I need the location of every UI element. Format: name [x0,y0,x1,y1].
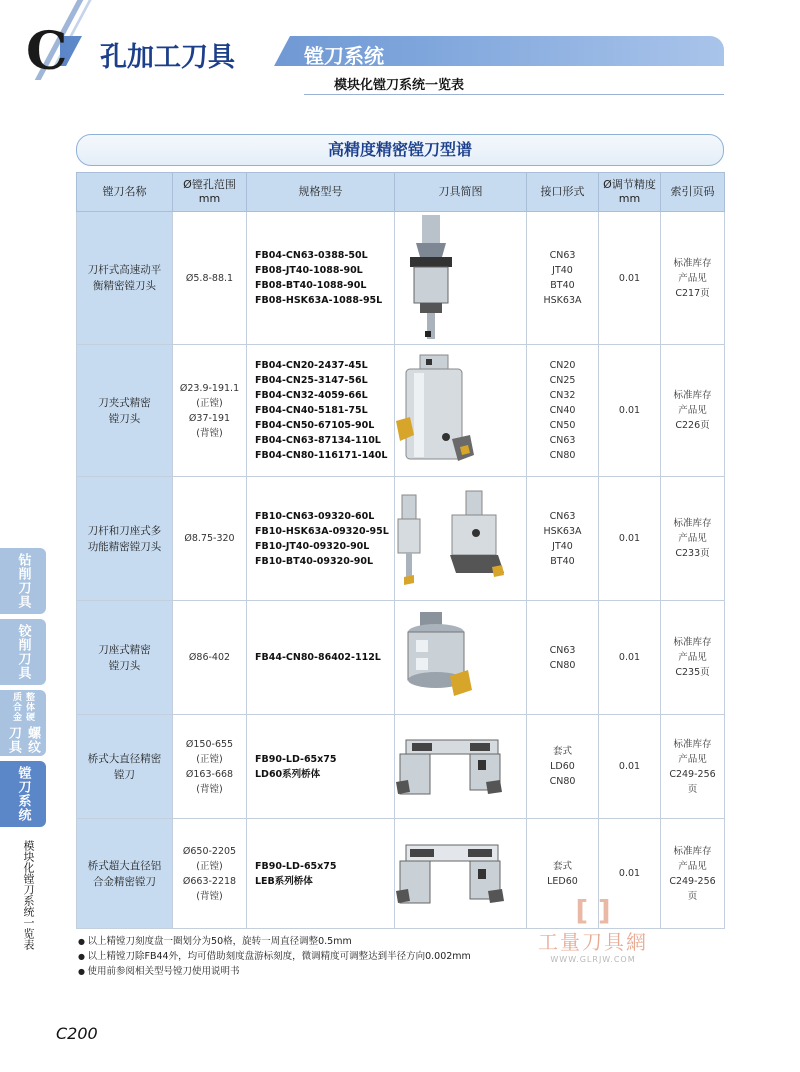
model-cell-line: FB08-BT40-1088-90L [255,280,367,291]
chapter-letter: C [26,21,68,82]
index-page-cell-line: C235页 [675,667,710,678]
table-title: 高精度精密镗刀型谱 [76,134,724,166]
precision-cell: 0.01 [599,345,661,477]
index-page-cell-line: 标准库存 [673,637,712,648]
bore-range-cell-line: (正镗) [196,860,223,872]
interface-cell-line: JT40 [552,265,573,276]
interface-cell-line: 套式 [552,746,572,757]
table-row [77,345,725,477]
index-page-cell-line: 页 [687,783,698,795]
tool-name-cell-line: 镗刀 [114,768,135,781]
interface-cell [527,345,599,477]
watermark-text: 工量刀具網 [538,930,648,954]
tool-name-cell-line: 桥式超大直径铝 [87,859,162,872]
bore-range-cell-line: Ø150-655 [185,738,234,750]
bore-range-cell-line: Ø8.75-320 [184,533,235,544]
interface-cell-line: CN63 [549,510,576,522]
tool-sketch-cell [395,715,527,819]
tool-name-cell-line: 刀杆和刀座式多 [87,524,162,537]
interface-cell [527,212,599,345]
tool-name-cell-line: 桥式大直径精密 [87,752,162,765]
precision-cell: 0.01 [599,477,661,601]
header-range: Ø镗孔范围 mm [173,173,247,212]
bore-range-cell-line: (背镗) [196,427,223,439]
model-cell-line: FB90-LD-65x75 [255,753,337,765]
model-cell-line: FB08-JT40-1088-90L [255,265,363,276]
model-cell-line: FB04-CN80-116171-140L [255,450,388,461]
bore-range-cell [173,819,247,929]
interface-cell-line: 套式 [552,860,572,872]
footnote: ● 以上精镗刀刻度盘一圈划分为50格，旋转一周直径调整0.5mm [78,934,471,949]
tool-name-cell-line: 功能精密镗刀头 [87,540,162,553]
index-page-cell-line: 标准库存 [673,518,712,529]
tool-name-cell-line: 合金精密镗刀 [93,875,156,888]
bore-range-cell-line: Ø163-668 [185,768,234,780]
side-description: 模块化镗刀系统一览表 [22,840,35,950]
index-page-cell-line: 产品见 [678,405,707,416]
tool-name-cell [77,715,173,819]
tool-name-cell-line: 衡精密镗刀头 [93,280,156,292]
tool-name-cell-line: 刀座式精密 [98,643,151,656]
boring-tool-table [76,172,725,929]
footnote: ● 以上精镗刀除FB44外，均可借助刻度盘游标刻度，微调精度可调整达到半径方向0.002mm [78,949,471,964]
interface-cell-line: HSK63A [543,525,582,537]
section-subtitle: 镗刀系统 [304,44,384,68]
watermark-logo: [ ] [575,894,611,927]
side-tabs [0,548,50,832]
model-cell [247,819,395,929]
interface-cell-line: CN32 [549,390,576,401]
boring-tool-image [396,213,525,343]
bore-range-cell [173,477,247,601]
page-number: C200 [56,1024,98,1043]
tool-name-cell-line: 刀杆式高速动平 [87,264,162,276]
tool-sketch-cell [395,212,527,345]
tool-name-cell [77,345,173,477]
model-cell-line: FB04-CN40-5181-75L [255,405,368,416]
model-cell-line: FB04-CN20-2437-45L [255,360,368,371]
bore-range-cell-line: (正镗) [196,397,223,409]
interface-cell [527,601,599,715]
model-cell-line: LD60系列桥体 [255,768,321,780]
interface-cell [527,477,599,601]
model-cell-line: FB10-HSK63A-09320-95L [255,525,389,537]
bore-range-cell-line: Ø86-402 [188,652,231,663]
tab-threading-sub: 整体硬质合金 [11,692,34,723]
interface-cell-line: CN63 [549,435,576,446]
index-page-cell-line: 标准库存 [673,257,712,269]
table-header-row [77,173,725,212]
tab-reaming[interactable]: 铰削刀具 [0,619,46,685]
precision-cell: 0.01 [599,601,661,715]
bore-range-cell-line: (背镗) [196,890,223,902]
header-model: 规格型号 [247,173,395,212]
interface-cell-line: CN80 [549,450,576,461]
bore-range-cell-line: Ø37-191 [188,412,231,424]
model-cell-line: FB04-CN63-87134-110L [255,435,381,446]
header-name: 镗刀名称 [77,173,173,212]
tool-sketch-cell [395,345,527,477]
boring-tool-image [396,732,525,802]
interface-cell-line: BT40 [550,280,575,291]
tool-sketch-cell [395,601,527,715]
interface-cell [527,715,599,819]
boring-tool-image [396,489,525,589]
model-cell-line: FB04-CN32-4059-66L [255,390,368,401]
interface-cell-line: CN50 [549,420,576,431]
bore-range-cell [173,601,247,715]
tool-name-cell [77,819,173,929]
boring-tool-image [396,610,525,705]
index-page-cell-line: C226页 [675,420,710,431]
tab-threading[interactable] [0,690,46,756]
header-precision: Ø调节精度 mm [599,173,661,212]
bore-range-cell-line: (背镗) [196,783,223,795]
interface-cell-line: CN25 [549,375,576,386]
index-page-cell-line: 产品见 [678,753,707,765]
tool-sketch-cell [395,819,527,929]
index-page-cell-line: 产品见 [678,533,707,544]
boring-tool-image [396,351,525,471]
model-cell-line: FB04-CN50-67105-90L [255,420,375,431]
tool-sketch-cell [395,477,527,601]
chapter-title: 孔加工刀具 [100,42,235,73]
watermark-url: WWW.GLRJW.COM [550,955,636,964]
bore-range-cell-line: Ø663-2218 [182,875,237,887]
table-row [77,715,725,819]
interface-cell-line: LD60 [550,761,575,772]
index-page-cell-line: C217页 [675,287,710,299]
tool-name-cell [77,477,173,601]
model-cell [247,477,395,601]
footnote: ● 使用前参阅相关型号镗刀使用说明书 [78,964,471,979]
precision-cell: 0.01 [599,212,661,345]
tab-drilling[interactable]: 钻削刀具 [0,548,46,614]
tool-name-cell-line: 镗刀头 [108,412,141,425]
interface-cell-line: HSK63A [543,295,582,306]
index-page-cell [661,212,725,345]
tab-boring[interactable]: 镗刀系统 [0,761,46,827]
watermark [538,896,648,964]
precision-cell: 0.01 [599,819,661,929]
model-cell [247,601,395,715]
model-cell-line: FB10-CN63-09320-60L [255,510,375,522]
index-page-cell [661,601,725,715]
index-page-cell [661,715,725,819]
index-page-cell-line: 产品见 [678,652,707,663]
model-cell-line: FB90-LD-65x75 [255,860,337,872]
header-index: 索引页码 [661,173,725,212]
bore-range-cell [173,715,247,819]
model-cell [247,715,395,819]
precision-cell: 0.01 [599,715,661,819]
model-cell [247,345,395,477]
index-page-cell [661,345,725,477]
interface-cell-line: CN63 [549,250,576,261]
interface-cell-line: JT40 [552,540,573,552]
tool-name-cell-line: 镗刀头 [108,659,141,672]
index-page-cell [661,819,725,929]
interface-cell-line: LED60 [547,875,578,887]
bore-range-cell [173,212,247,345]
index-page-cell-line: C249-256 [669,768,716,780]
model-cell-line: FB44-CN80-86402-112L [255,652,381,663]
header-interface: 接口形式 [527,173,599,212]
index-page-cell-line: 标准库存 [673,845,712,857]
index-page-cell-line: C249-256 [669,875,716,887]
list-title: 模块化镗刀系统一览表 [334,78,465,93]
tool-name-cell [77,601,173,715]
interface-cell-line: CN20 [549,360,576,371]
index-page-cell-line: 页 [687,890,698,902]
bore-range-cell-line: Ø650-2205 [182,845,237,857]
tool-name-cell [77,212,173,345]
interface-cell-line: CN40 [549,405,576,416]
model-cell-line: FB04-CN63-0388-50L [255,250,368,261]
footnotes [78,934,471,979]
header-image: 刀具简图 [395,173,527,212]
header-underline [304,94,724,95]
index-page-cell-line: 标准库存 [673,738,712,750]
bore-range-cell-line: Ø5.8-88.1 [185,272,234,284]
model-cell-line: LEB系列桥体 [255,875,313,887]
interface-cell-line: CN80 [549,776,576,787]
index-page-cell-line: 标准库存 [673,390,712,401]
interface-cell-line: CN80 [549,659,576,671]
model-cell-line: FB10-BT40-09320-90L [255,555,374,567]
model-cell [247,212,395,345]
table-row [77,212,725,345]
bore-range-cell-line: Ø23.9-191.1 [179,382,240,394]
index-page-cell-line: C233页 [675,548,710,559]
index-page-cell [661,477,725,601]
tab-threading-label: 螺纹刀具 [6,726,40,755]
interface-cell-line: CN63 [549,644,576,656]
bore-range-cell-line: (正镗) [196,753,223,765]
index-page-cell-line: 产品见 [678,272,707,284]
model-cell-line: FB08-HSK63A-1088-95L [255,295,383,306]
model-cell-line: FB04-CN25-3147-56L [255,375,368,386]
boring-tool-image [396,839,525,909]
tool-name-cell-line: 刀夹式精密 [98,396,151,409]
index-page-cell-line: 产品见 [678,860,707,872]
model-cell-line: FB10-JT40-09320-90L [255,540,370,552]
bore-range-cell [173,345,247,477]
interface-cell-line: BT40 [550,555,575,567]
table-row [77,601,725,715]
table-row [77,477,725,601]
